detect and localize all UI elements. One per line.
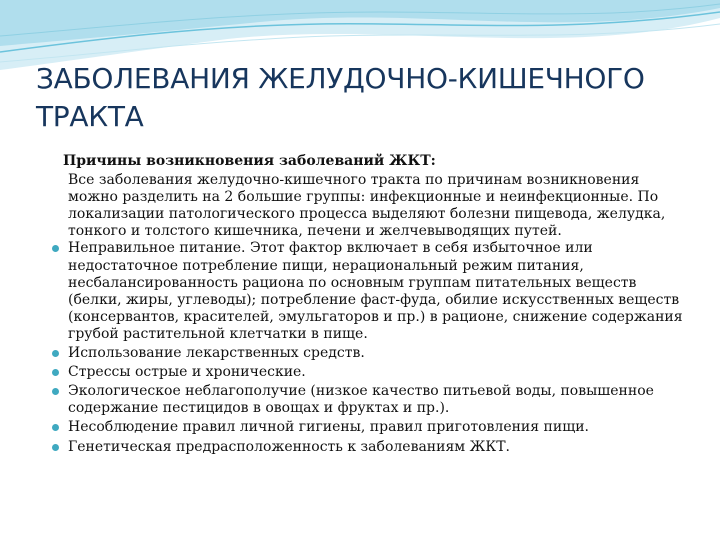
lead-paragraph: Все заболевания желудочно-кишечного тракта по причинам возникновения можно разделить на 2 большие группы: инфекционные и неинфекционные. По локализации патологического процесса выделяют болезни пищевода, желудка, тонкого и толстого кишечника, печени и желчевыводящих путей. bbox=[68, 172, 666, 240]
list-item-text: Генетическая предрасположенность к заболеваниям ЖКТ. bbox=[68, 438, 510, 455]
list-item bbox=[36, 240, 684, 343]
subheading: Причины возникновения заболеваний ЖКТ: bbox=[63, 153, 436, 169]
dot-bullet-icon bbox=[52, 369, 59, 376]
page-title: ЗАБОЛЕВАНИЯ ЖЕЛУДОЧНО-КИШЕЧНОГО ТРАКТА bbox=[36, 62, 645, 133]
list-item-text: Неправильное питание. Этот фактор включает в себя избыточное или недостаточное потребление пищи, нерациональный режим питания, несбалансированность рациона по основным группам питательных веществ (белки, жиры, углеводы); потребление фаст-фуда, обилие искусственных веществ (консервантов, красителей, эмульгаторов и пр.) в рационе, снижение содержания грубой растительной клетчатки в пище. bbox=[68, 240, 683, 342]
dot-bullet-icon bbox=[52, 245, 59, 252]
slide-body bbox=[36, 153, 684, 458]
list-item bbox=[36, 364, 684, 381]
list-item bbox=[36, 345, 684, 362]
list-item bbox=[36, 439, 684, 456]
list-item-text: Использование лекарственных средств. bbox=[68, 345, 365, 362]
list-item-text: Экологическое неблагополучие (низкое качество питьевой воды, повышенное содержание пестицидов в овощах и фруктах и пр.). bbox=[68, 383, 654, 417]
list-item-text: Стрессы острые и хронические. bbox=[68, 364, 306, 381]
dot-bullet-icon bbox=[52, 444, 59, 451]
list-item bbox=[36, 383, 684, 417]
list-item-text: Несоблюдение правил личной гигиены, правил приготовления пищи. bbox=[68, 419, 590, 436]
causes-list bbox=[36, 240, 684, 455]
list-item bbox=[36, 419, 684, 436]
dot-bullet-icon bbox=[52, 424, 59, 431]
dot-bullet-icon bbox=[52, 350, 59, 357]
dot-bullet-icon bbox=[52, 388, 59, 395]
